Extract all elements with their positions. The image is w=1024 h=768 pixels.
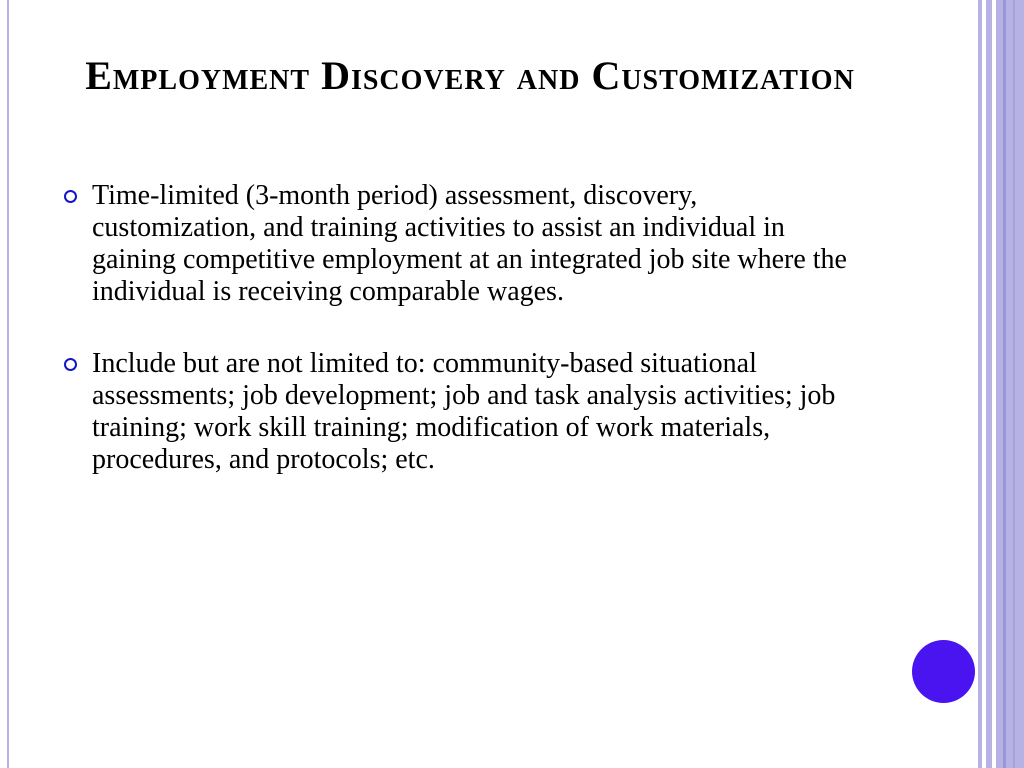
slide-title: Employment Discovery and Customization <box>85 53 855 98</box>
left-frame-line <box>7 0 9 768</box>
bullet-text: Time-limited (3-month period) assessment, discovery, customization, and training activities to assist an individual in gaining competitive employment at an integrated job site where the individual is receiving comparable wages. <box>92 180 847 307</box>
hollow-circle-bullet-icon <box>64 358 77 371</box>
bullet-text: Include but are not limited to: community-based situational assessments; job development; job and task analysis activities; job training; work skill training; modification of work materials, procedures, and protocols; etc. <box>92 348 836 475</box>
navigation-circle-icon[interactable] <box>912 640 975 703</box>
bullet-item <box>62 348 862 476</box>
hollow-circle-bullet-icon <box>64 190 77 203</box>
right-stripe-line <box>1013 0 1015 768</box>
right-stripe-line <box>1003 0 1006 768</box>
bullet-list <box>62 180 862 516</box>
bullet-item <box>62 180 862 308</box>
right-stripe-band <box>996 0 1024 768</box>
